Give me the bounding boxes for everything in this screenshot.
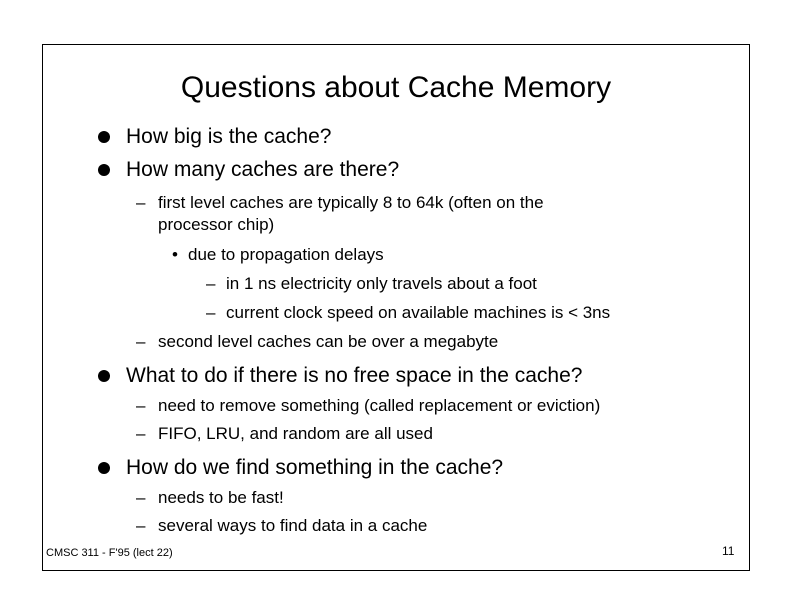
bullet-cache-size: How big is the cache? xyxy=(126,125,332,148)
slide-footer: CMSC 311 - F'95 (lect 22) xyxy=(46,547,173,559)
dash-marker: – xyxy=(136,332,146,351)
bullet-dot xyxy=(98,131,110,143)
bullet-dot xyxy=(98,370,110,382)
slide-title: Questions about Cache Memory xyxy=(180,71,612,104)
bullet-dot xyxy=(98,462,110,474)
sub-due-to: due to propagation delays xyxy=(188,245,384,264)
bullet-no-free-space: What to do if there is no free space in the cache? xyxy=(126,364,583,387)
sub-first-level-line1: first level caches are typically 8 to 64k (often on the xyxy=(158,193,544,212)
sub-one-ns: in 1 ns electricity only travels about a foot xyxy=(226,274,537,293)
dash-marker: – xyxy=(136,424,146,443)
sub-clock-speed: current clock speed on available machines is < 3ns xyxy=(226,303,611,322)
bullet-find: How do we find something in the cache? xyxy=(126,456,504,479)
dash-marker: – xyxy=(206,274,216,293)
page-number: 11 xyxy=(722,544,735,558)
small-bullet-marker: • xyxy=(172,245,178,264)
sub-ways: several ways to find data in a cache xyxy=(158,516,428,535)
bullet-dot xyxy=(98,164,110,176)
bullet-cache-count: How many caches are there? xyxy=(126,158,400,181)
dash-marker: – xyxy=(206,303,216,322)
dash-marker: – xyxy=(136,193,146,212)
dash-marker: – xyxy=(136,488,146,507)
sub-second-level: second level caches can be over a megabyte xyxy=(158,332,499,351)
sub-fifo: FIFO, LRU, and random are all used xyxy=(158,424,433,443)
sub-remove: need to remove something (called replacement or eviction) xyxy=(158,396,601,415)
dash-marker: – xyxy=(136,396,146,415)
sub-fast: needs to be fast! xyxy=(158,488,284,507)
dash-marker: – xyxy=(136,516,146,535)
sub-first-level-line2: processor chip) xyxy=(158,215,275,234)
